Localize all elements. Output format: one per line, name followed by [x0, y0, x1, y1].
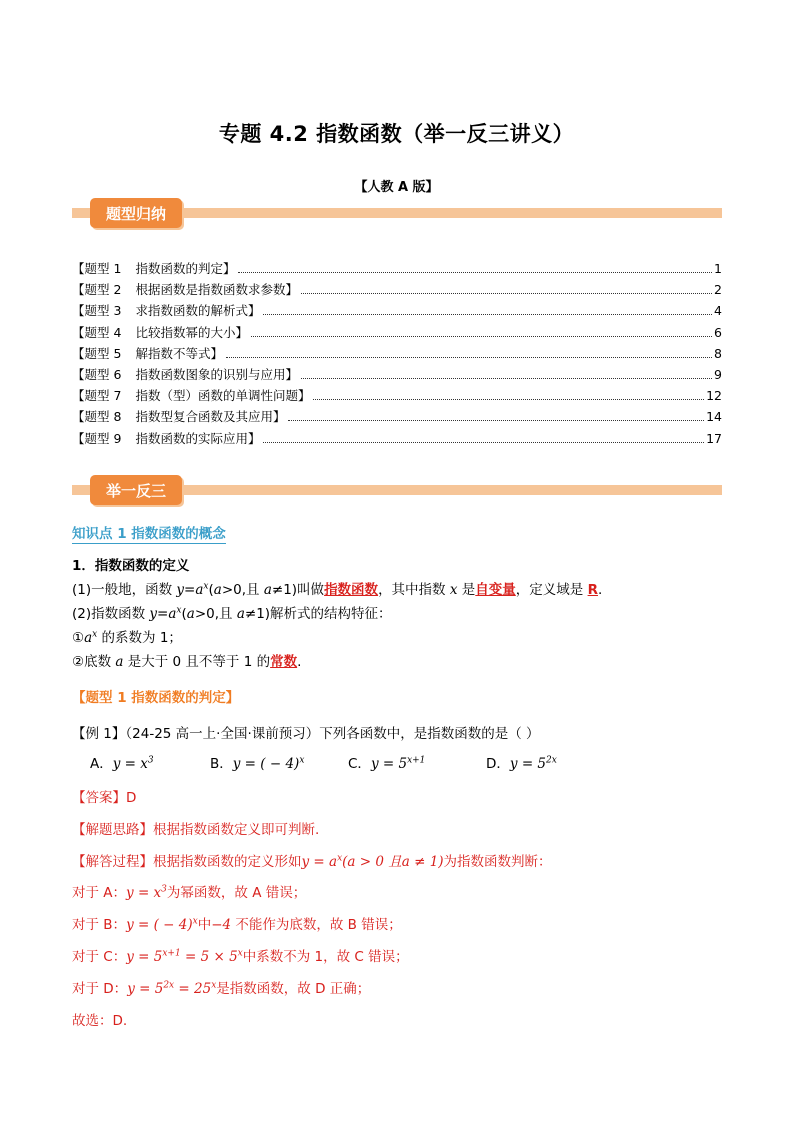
- toc-leader-dots: [226, 356, 712, 358]
- table-of-contents: [72, 258, 722, 449]
- toc-entry-page: 17: [706, 430, 722, 446]
- definition-feature-1: $①a^x$ 的系数为 1；: [72, 629, 182, 646]
- toc-entry-tag: 【题型 7: [72, 388, 122, 404]
- toc-entry-page: 6: [714, 324, 722, 340]
- toc-entry-title: 指数型复合函数及其应用】: [135, 409, 286, 425]
- option-c: C．$y = 5^{x+1}$: [348, 755, 426, 772]
- option-a: A．$y = x^3$: [90, 755, 154, 772]
- option-d: D．$y = 5^{2x}$: [486, 755, 557, 772]
- toc-entry-title: 指数函数图象的识别与应用】: [135, 366, 298, 382]
- toc-leader-dots: [288, 419, 704, 421]
- toc-entry-tag: 【题型 9: [72, 430, 122, 446]
- toc-leader-dots: [313, 398, 704, 400]
- solution-line-d: 对于 D：$y = 5^{2x} = 25^x$是指数函数，故 D 正确；: [72, 980, 371, 997]
- toc-entry-page: 14: [706, 409, 722, 425]
- toc-entry[interactable]: [72, 343, 722, 364]
- toc-entry[interactable]: [72, 258, 722, 279]
- knowledge-point-heading: 知识点 1 指数函数的概念: [72, 522, 226, 544]
- term-independent-variable: 自变量: [475, 582, 516, 598]
- term-exponential-function: 指数函数: [324, 582, 379, 598]
- term-constant: 常数: [270, 654, 298, 670]
- solution-final: 故选：D.: [72, 1013, 128, 1029]
- toc-entry-page: 8: [714, 345, 722, 361]
- option-b: B．y = ( − 4)$^x$: [210, 755, 305, 772]
- example-question: 【例 1】（24-25 高一上·全国·课前预习）下列各函数中，是指数函数的是（ ）: [72, 726, 540, 742]
- toc-leader-dots: [263, 441, 704, 443]
- toc-entry-page: 4: [714, 303, 722, 319]
- section-tag-practice: 举一反三: [90, 475, 182, 505]
- toc-entry-tag: 【题型 3: [72, 303, 122, 319]
- toc-entry[interactable]: [72, 385, 722, 406]
- definition-feature-2: ②底数 a 是大于 0 且不等于 1 的常数.: [72, 654, 302, 670]
- toc-leader-dots: [301, 377, 712, 379]
- toc-entry-tag: 【题型 5: [72, 345, 122, 361]
- toc-entry[interactable]: [72, 364, 722, 385]
- edition-label: 【人教 A 版】: [354, 180, 439, 195]
- toc-entry-tag: 【题型 1: [72, 261, 122, 276]
- solution-process: 【解答过程】根据指数函数的定义形如$y = a^x(a > 0$ 且a ≠ 1)为指数函数判断：: [72, 853, 552, 870]
- definition-paragraph-2: (2)指数函数 $y=a^x(a>0$,且 a≠1)解析式的结构特征：: [72, 605, 392, 622]
- definition-heading: 1．指数函数的定义: [72, 558, 190, 574]
- answer-label: 【答案】D: [72, 790, 137, 806]
- toc-entry-tag: 【题型 6: [72, 366, 122, 382]
- toc-entry-page: 9: [714, 366, 722, 382]
- toc-entry[interactable]: [72, 300, 722, 321]
- toc-entry-page: 2: [714, 282, 722, 298]
- toc-entry-title: 比较指数幂的大小】: [135, 324, 248, 340]
- toc-entry-title: 求指数函数的解析式】: [135, 303, 261, 319]
- toc-leader-dots: [251, 335, 712, 337]
- definition-paragraph-1: (1)一般地，函数 $y=a^x(a>0$,且 a≠1)叫做指数函数，其中指数 x 是自变量，定义域是 R.: [72, 581, 603, 598]
- toc-entry-tag: 【题型 8: [72, 409, 122, 425]
- toc-entry-title: 指数函数的判定】: [135, 261, 236, 276]
- toc-entry[interactable]: [72, 406, 722, 427]
- solution-line-c: 对于 C：$y = 5^{x+1} = 5 \times 5^x$中系数不为 1，故 C 错误；: [72, 948, 409, 965]
- toc-entry-title: 解指数不等式】: [135, 345, 223, 361]
- solution-idea: 【解题思路】根据指数函数定义即可判断.: [72, 822, 320, 838]
- solution-line-a: 对于 A：$y = x^3$为幂函数，故 A 错误；: [72, 884, 307, 901]
- toc-entry-tag: 【题型 4: [72, 324, 122, 340]
- toc-entry-page: 12: [706, 388, 722, 404]
- toc-entry-tag: 【题型 2: [72, 282, 122, 298]
- section-tag-summary: 题型归纳: [90, 198, 182, 228]
- toc-leader-dots: [238, 271, 712, 273]
- question-type-heading: 【题型 1 指数函数的判定】: [72, 690, 240, 706]
- page-title: 专题 4.2 指数函数（举一反三讲义）: [218, 122, 575, 146]
- toc-entry[interactable]: [72, 279, 722, 300]
- toc-entry-page: 1: [714, 261, 722, 276]
- toc-entry-title: 根据函数是指数函数求参数】: [135, 282, 298, 298]
- toc-entry-title: 指数（型）函数的单调性问题】: [135, 388, 311, 404]
- toc-leader-dots: [263, 313, 712, 315]
- toc-entry[interactable]: [72, 428, 722, 449]
- toc-entry[interactable]: [72, 322, 722, 343]
- solution-line-b: 对于 B：y = ( − 4)$^x$中−4 不能作为底数，故 B 错误；: [72, 916, 402, 933]
- toc-entry-title: 指数函数的实际应用】: [135, 430, 261, 446]
- toc-leader-dots: [301, 292, 712, 294]
- term-real-numbers: R: [587, 582, 598, 598]
